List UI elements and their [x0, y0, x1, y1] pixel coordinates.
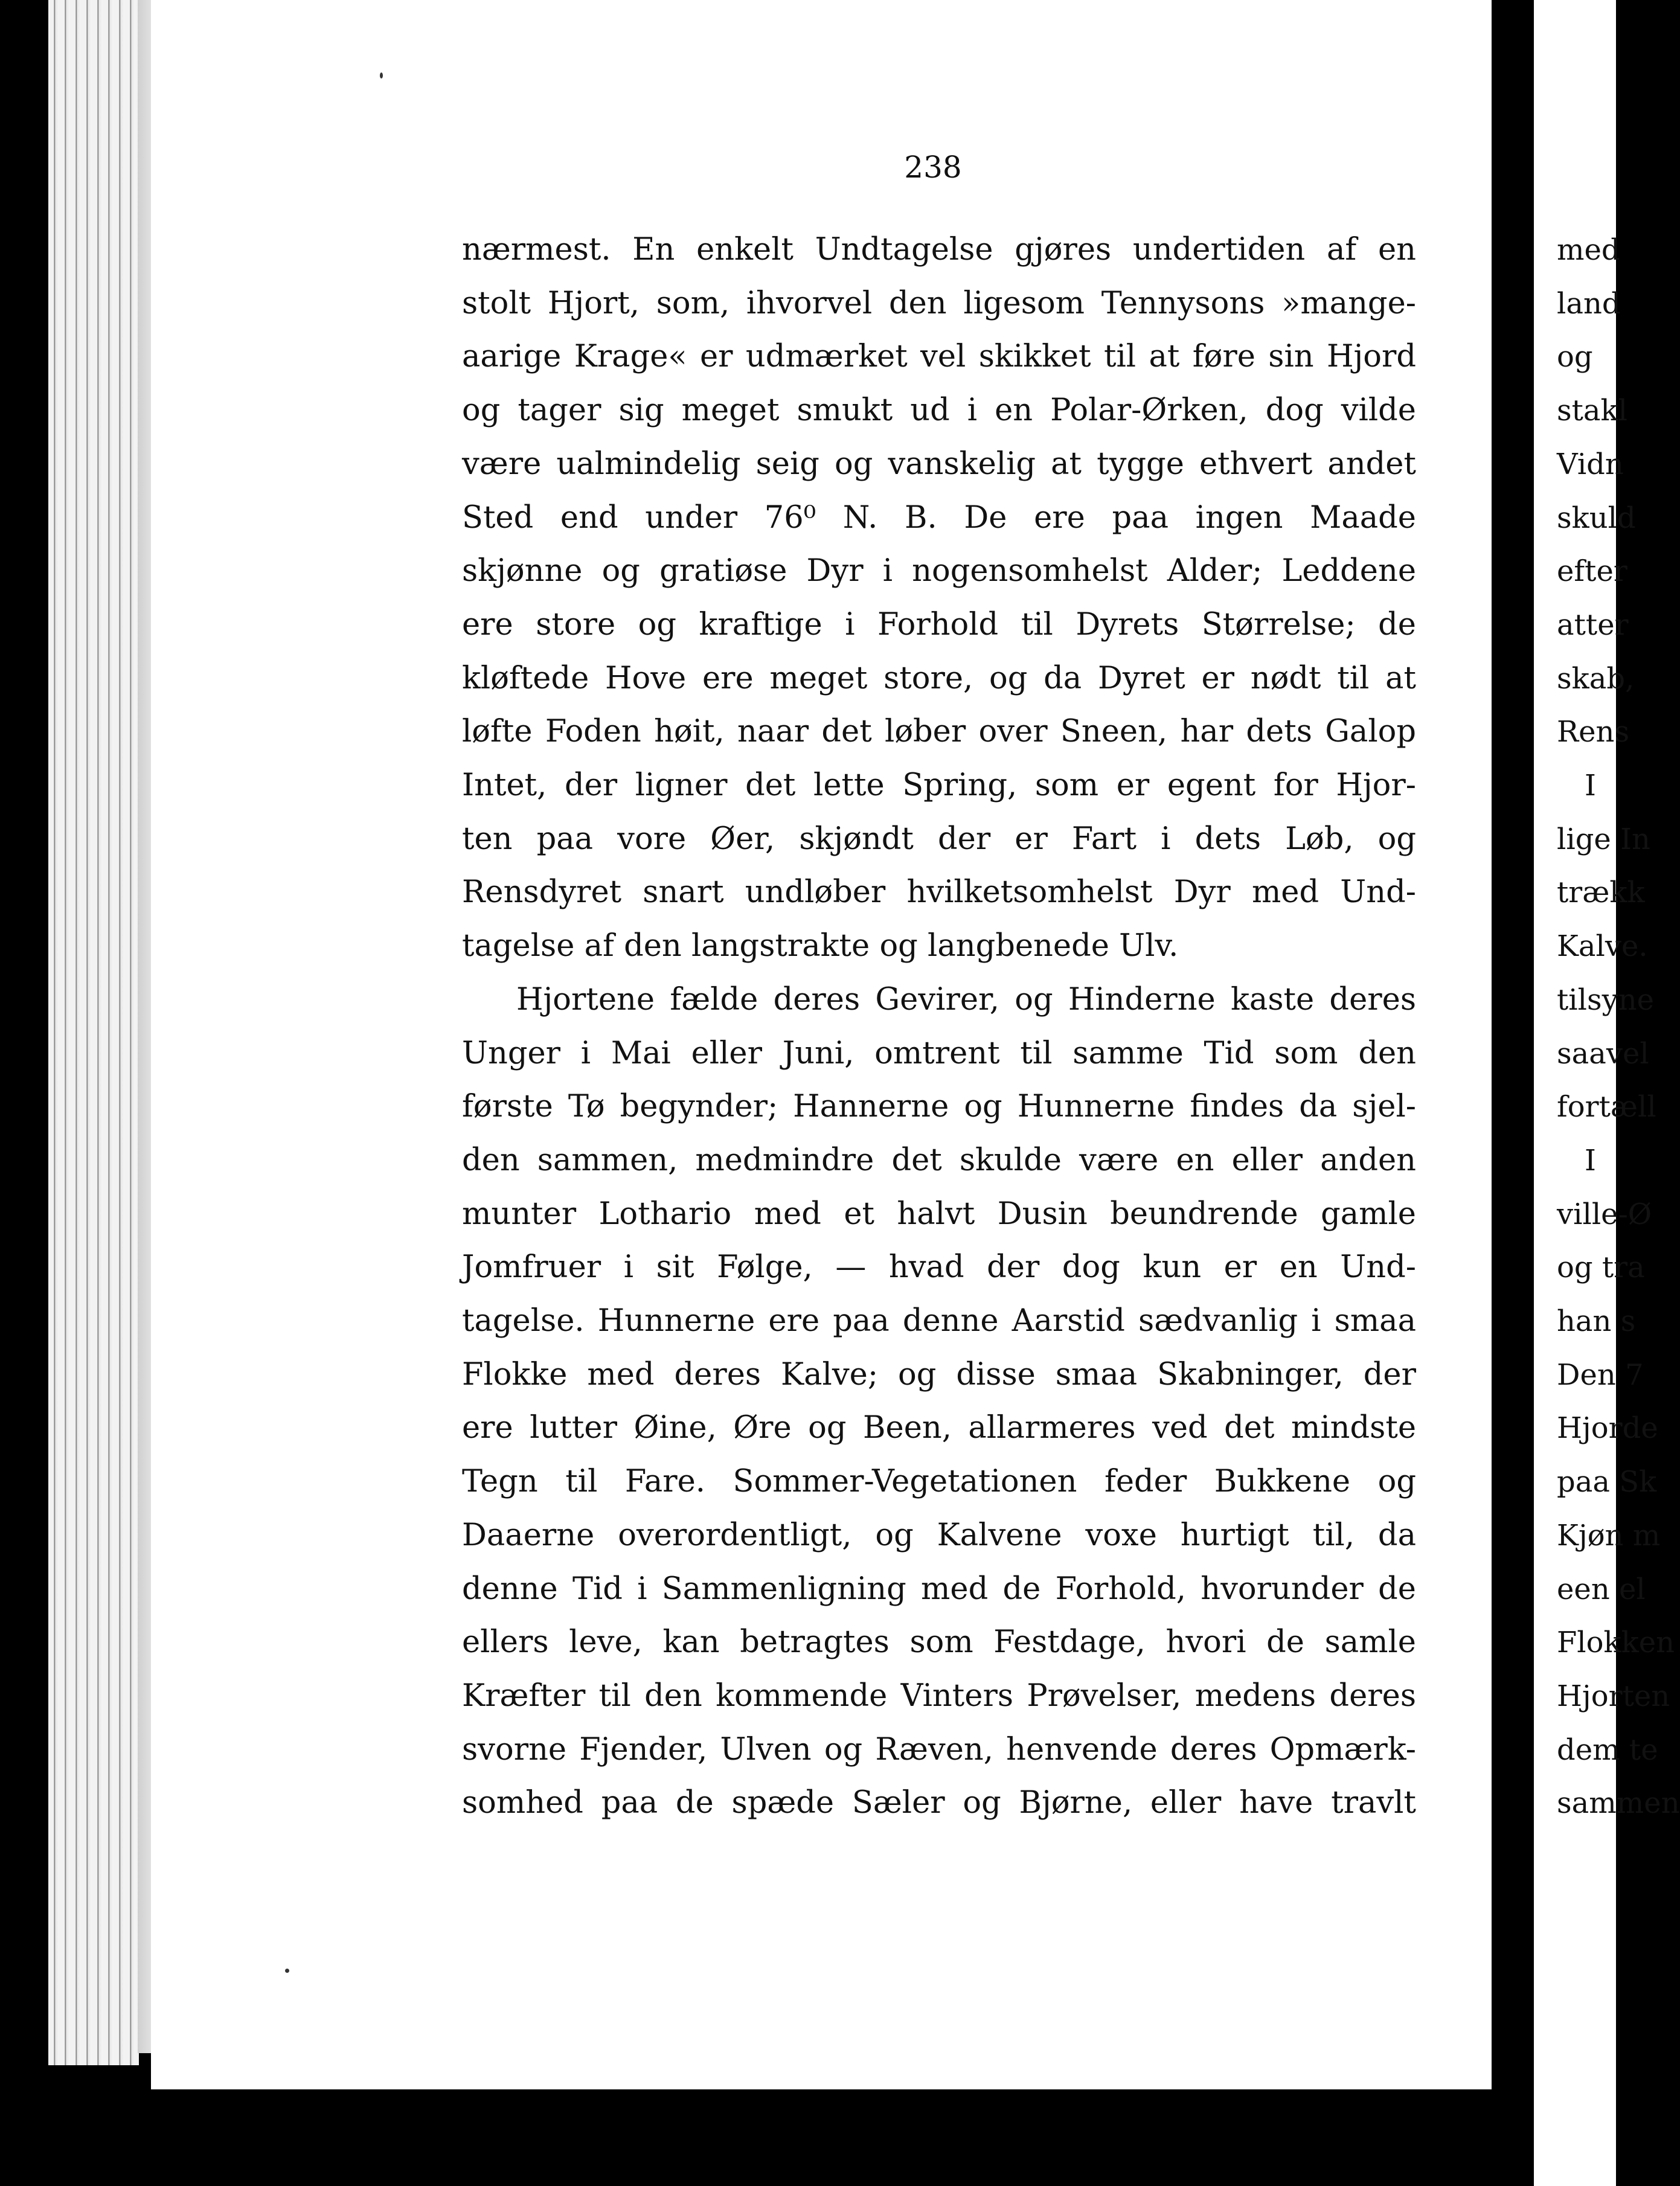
- facing-page-line: Kjøn m: [1557, 1518, 1661, 1553]
- facing-page-line: atter: [1557, 607, 1629, 642]
- text-line: være ualmindelig seig og vanskelig at tygge ethvert andet: [462, 446, 1416, 482]
- facing-page-line: paa Sk: [1557, 1465, 1657, 1499]
- facing-page-line: Hjorten: [1557, 1679, 1670, 1713]
- facing-page-line: og tra: [1557, 1251, 1645, 1285]
- text-line: somhed paa de spæde Sæler og Bjørne, eller have travlt: [462, 1785, 1416, 1821]
- text-line: Intet, der ligner det lette Spring, som er egent for Hjor-: [462, 768, 1416, 804]
- text-line: ellers leve, kan betragtes som Festdage, hvori de samle: [462, 1624, 1416, 1661]
- page-number: 238: [904, 150, 962, 185]
- text-line: Tegn til Fare. Sommer-Vegetationen feder Bukkene og: [462, 1464, 1416, 1500]
- text-line: ere store og kraftige i Forhold til Dyrets Størrelse; de: [462, 606, 1416, 643]
- text-line: munter Lothario med et halvt Dusin beundrende gamle: [462, 1196, 1416, 1232]
- facing-page-line: sammen: [1557, 1786, 1680, 1821]
- text-line: ten paa vore Øer, skjøndt der er Fart i dets Løb, og: [462, 821, 1416, 857]
- facing-page-line: Rens: [1557, 715, 1630, 749]
- text-line: første Tø begynder; Hannerne og Hunnerne findes da sjel-: [462, 1089, 1416, 1125]
- facing-page-line: efter: [1557, 554, 1627, 589]
- text-line: Kræfter til den kommende Vinters Prøvelser, medens deres: [462, 1678, 1416, 1714]
- facing-page-line: skab,: [1557, 661, 1635, 696]
- facing-page-line: Den 7: [1557, 1357, 1644, 1392]
- facing-page-line: skuld: [1557, 501, 1636, 535]
- text-line: Jomfruer i sit Følge, — hvad der dog kun er en Und-: [462, 1249, 1416, 1286]
- facing-page-line: fortæll: [1557, 1090, 1656, 1124]
- text-line: den sammen, medmindre det skulde være en eller anden: [462, 1142, 1416, 1178]
- facing-page-line: I: [1585, 769, 1596, 803]
- text-line: aarige Krage« er udmærket vel skikket til at føre sin Hjord: [462, 339, 1416, 375]
- print-speck: [380, 72, 383, 79]
- facing-page-line: han s: [1557, 1304, 1636, 1339]
- facing-page-line: og: [1557, 340, 1593, 374]
- facing-page-line: Kalve.: [1557, 929, 1648, 964]
- text-line: denne Tid i Sammenligning med de Forhold, hvorunder de: [462, 1571, 1416, 1607]
- text-line: stolt Hjort, som, ihvorvel den ligesom Tennysons »mange-: [462, 285, 1416, 321]
- facing-page-text: [1557, 223, 1680, 1830]
- text-line: kløftede Hove ere meget store, og da Dyret er nødt til at: [462, 660, 1416, 696]
- text-line: løfte Foden høit, naar det løber over Sneen, har dets Galop: [462, 714, 1416, 750]
- facing-page-line: land: [1557, 286, 1621, 321]
- facing-page-line: Vidn: [1557, 447, 1624, 481]
- facing-page-line: ville-Ø: [1557, 1197, 1652, 1231]
- text-line: nærmest. En enkelt Undtagelse gjøres undertiden af en: [462, 232, 1416, 268]
- facing-page-line: Flokken: [1557, 1626, 1675, 1660]
- facing-page-line: lige In: [1557, 822, 1650, 856]
- text-line: Daaerne overordentligt, og Kalvene voxe hurtigt til, da: [462, 1517, 1416, 1553]
- page-edges: [48, 0, 139, 2065]
- text-line: skjønne og gratiøse Dyr i nogensomhelst Alder; Leddene: [462, 553, 1416, 589]
- print-speck: [285, 1969, 289, 1973]
- facing-page-line: Hjorde: [1557, 1411, 1658, 1446]
- facing-page-line: saavel: [1557, 1036, 1649, 1071]
- facing-page-line: dem te: [1557, 1732, 1658, 1767]
- text-line: Flokke med deres Kalve; og disse smaa Skabninger, der: [462, 1356, 1416, 1393]
- text-line: Hjortene fælde deres Gevirer, og Hinderne kaste deres: [516, 981, 1416, 1018]
- facing-page-line: med: [1557, 233, 1620, 267]
- text-line: Sted end under 76⁰ N. B. De ere paa ingen Maade: [462, 499, 1416, 536]
- facing-page-line: tilsyne: [1557, 982, 1655, 1017]
- text-line: Unger i Mai eller Juni, omtrent til samme Tid som den: [462, 1035, 1416, 1071]
- facing-page-line: een el: [1557, 1572, 1646, 1606]
- facing-page-line: trækk: [1557, 876, 1645, 910]
- text-line: ere lutter Øine, Øre og Been, allarmeres ved det mindste: [462, 1410, 1416, 1446]
- text-line: tagelse af den langstrakte og langbenede Ulv.: [462, 928, 1179, 964]
- text-line: Rensdyret snart undløber hvilketsomhelst Dyr med Und-: [462, 874, 1416, 911]
- facing-page-line: stakl: [1557, 394, 1627, 428]
- text-line: tagelse. Hunnerne ere paa denne Aarstid sædvanlig i smaa: [462, 1303, 1416, 1339]
- facing-page-line: I: [1585, 1143, 1596, 1178]
- text-line: og tager sig meget smukt ud i en Polar-Ørken, dog vilde: [462, 393, 1416, 429]
- text-line: svorne Fjender, Ulven og Ræven, henvende deres Opmærk-: [462, 1731, 1416, 1768]
- body-text: [462, 223, 1416, 1830]
